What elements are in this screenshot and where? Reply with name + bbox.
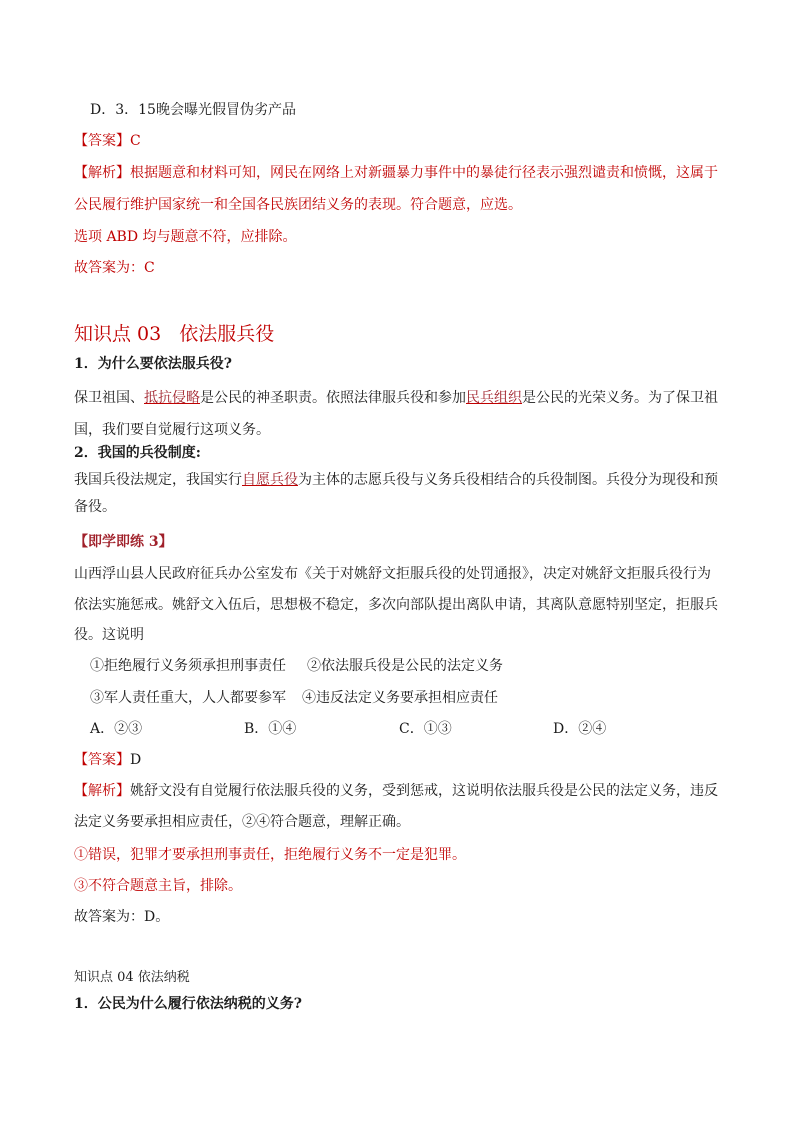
analysis-text: ①错误，犯罪才要承担刑事责任，拒绝履行义务不一定是犯罪。 — [74, 847, 466, 863]
paragraph: 保卫祖国、抵抗侵略是公民的神圣职责。依照法律服兵役和参加民兵组织是公民的光荣义务。为了保卫祖 — [74, 390, 718, 406]
choice-a[interactable]: A．②③ — [90, 721, 143, 737]
section-name: 依法服兵役 — [179, 323, 275, 345]
practice-tag: 【即学即练 3】 — [74, 534, 173, 550]
answer-tag: 【答案】 — [74, 133, 130, 149]
section-title — [74, 322, 274, 346]
statement-item: ④违反法定义务要承担相应责任 — [302, 690, 498, 706]
statement-item: ③军人责任重大，人人都要参军 — [90, 690, 286, 706]
answer-line — [74, 131, 141, 151]
analysis-text: 选项 ABD 均与题意不符，应排除。 — [74, 229, 297, 245]
choice-c[interactable]: C．①③ — [399, 721, 452, 737]
analysis-text: 根据题意和材料可知，网民在网络上对新疆暴力事件中的暴徒行径表示强烈谴责和愤慨，这属于 — [130, 165, 718, 181]
conclusion-text: 故答案为：C — [74, 260, 155, 276]
paragraph: 备役。 — [74, 499, 116, 515]
paragraph: 国，我们要自觉履行这项义务。 — [74, 422, 270, 438]
term-link[interactable]: 民兵组织 — [466, 390, 522, 406]
question-heading: 1．公民为什么履行依法纳税的义务? — [74, 996, 302, 1012]
question-stem: 役。这说明 — [74, 627, 144, 643]
analysis-tag: 【解析】 — [74, 165, 130, 181]
question-stem: 依法实施惩戒。姚舒文入伍后，思想极不稳定，多次向部队提出离队申请，其离队意愿特别坚定，拒服兵 — [74, 597, 718, 613]
analysis-line — [74, 163, 718, 183]
question-stem: 山西浮山县人民政府征兵办公室发布《关于对姚舒文拒服兵役的处罚通报》，决定对姚舒文拒服兵役行为 — [74, 566, 711, 582]
option-d: D．3．15晚会曝光假冒伪劣产品 — [90, 102, 296, 118]
statement-item: ②依法服兵役是公民的法定义务 — [307, 658, 503, 674]
answer-value: D — [130, 752, 142, 768]
section-number: 知识点 03 — [74, 323, 162, 345]
conclusion-text: 故答案为：D。 — [74, 909, 170, 925]
choice-d[interactable]: D．②④ — [553, 721, 607, 737]
section-title: 知识点 04 依法纳税 — [74, 970, 190, 985]
analysis-text: 姚舒文没有自觉履行依法服兵役的义务，受到惩戒，这说明依法服兵役是公民的法定义务，违反 — [130, 783, 718, 799]
answer-line — [74, 750, 141, 770]
question-heading: 1．为什么要依法服兵役? — [74, 356, 232, 372]
analysis-line — [74, 781, 718, 801]
answer-value: C — [130, 133, 141, 149]
analysis-text: ③不符合题意主旨，排除。 — [74, 878, 242, 894]
paragraph: 我国兵役法规定，我国实行自愿兵役为主体的志愿兵役与义务兵役相结合的兵役制图。兵役分为现役和预 — [74, 472, 718, 488]
answer-tag: 【答案】 — [74, 752, 130, 768]
analysis-text: 法定义务要承担相应责任，②④符合题意，理解正确。 — [74, 814, 410, 830]
analysis-text: 公民履行维护国家统一和全国各民族团结义务的表现。符合题意，应选。 — [74, 197, 522, 213]
question-heading: 2．我国的兵役制度: — [74, 445, 201, 461]
analysis-tag: 【解析】 — [74, 783, 130, 799]
term-link[interactable]: 抵抗侵略 — [144, 390, 200, 406]
term-link[interactable]: 自愿兵役 — [242, 472, 298, 488]
statement-item: ①拒绝履行义务须承担刑事责任 — [90, 658, 286, 674]
choice-b[interactable]: B．①④ — [244, 721, 297, 737]
